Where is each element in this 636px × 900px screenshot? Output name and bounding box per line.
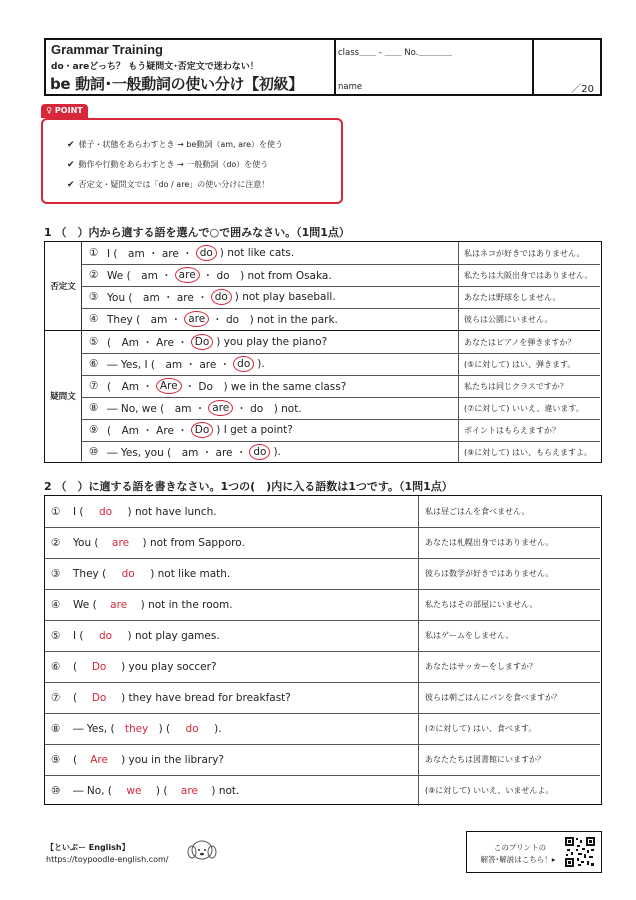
column-divider xyxy=(418,527,419,558)
question-prefix: ― Yes, I ( am ・ are ・ xyxy=(107,358,231,371)
question-prefix: I ( am ・ are ・ xyxy=(107,247,193,260)
question-text xyxy=(89,441,281,463)
question-suffix: ). xyxy=(257,358,265,370)
question-prefix: They ( am ・ xyxy=(107,313,182,326)
question-text xyxy=(51,558,230,589)
answer-fill[interactable]: do xyxy=(121,567,135,580)
translation: あなたはピアノを弾きますか？ xyxy=(464,337,576,347)
question-part: I ( xyxy=(73,505,84,518)
answer-fill[interactable]: do xyxy=(98,629,113,642)
section2-table xyxy=(44,495,602,805)
check-icon: ✔ xyxy=(67,160,75,170)
point-item xyxy=(67,179,269,190)
column-divider xyxy=(458,308,459,330)
question-suffix: ・ do ) not from Osaka. xyxy=(202,269,332,282)
question-row xyxy=(81,331,600,354)
answer-fill[interactable]: are xyxy=(180,784,198,797)
point-item-text: 動作や行動をあらわすとき → 一般動詞（do）を使う xyxy=(78,160,269,169)
circled-answer[interactable]: are xyxy=(184,311,209,327)
header-title-cell xyxy=(46,40,336,94)
question-number: ④ xyxy=(89,313,99,325)
header-main-title: be 動詞･一般動詞の使い分け【初級】 xyxy=(50,75,303,93)
question-prefix: You ( am ・ are ・ xyxy=(107,291,208,304)
question-number: ⑤ xyxy=(89,336,99,348)
circled-answer[interactable]: Do xyxy=(191,334,214,350)
translation: (⑦に対して) はい、食べます。 xyxy=(425,724,537,733)
question-row xyxy=(81,441,600,463)
translation: (⑨に対して) いいえ、いませんよ。 xyxy=(425,786,554,795)
question-number: ⑧ xyxy=(51,722,61,735)
translation: 私はゲームをしません。 xyxy=(425,631,514,640)
column-divider xyxy=(458,264,459,286)
question-suffix: ) I get a point? xyxy=(216,424,293,436)
question-text xyxy=(51,713,222,744)
question-number: ⑩ xyxy=(51,784,61,797)
answer-qr-box[interactable] xyxy=(466,831,602,873)
poodle-logo xyxy=(184,834,220,864)
answer-fill[interactable]: Are xyxy=(90,753,108,766)
question-text xyxy=(89,242,294,264)
question-part: ) ( xyxy=(158,722,171,735)
question-part: They ( xyxy=(73,567,107,580)
question-row xyxy=(45,775,600,806)
question-part: ) not in the room. xyxy=(140,598,233,611)
category-question: 疑問文 xyxy=(45,331,82,461)
question-part: ( xyxy=(73,691,78,704)
question-number: ① xyxy=(89,247,99,259)
point-item-text: 否定文・疑問文では「do / are」の使い分けに注意！ xyxy=(78,180,270,189)
question-part: ) you in the library? xyxy=(121,753,225,766)
question-part: You ( xyxy=(73,536,99,549)
question-number: ⑥ xyxy=(51,660,61,673)
question-prefix: ― Yes, you ( am ・ are ・ xyxy=(107,446,247,459)
column-divider xyxy=(418,620,419,651)
question-part: ) they have bread for breakfast? xyxy=(121,691,291,704)
answer-fill[interactable]: are xyxy=(112,536,130,549)
question-row xyxy=(81,242,600,265)
question-number: ⑩ xyxy=(89,446,99,458)
question-part: ) not play games. xyxy=(127,629,220,642)
question-text xyxy=(89,331,327,353)
answer-fill[interactable]: are xyxy=(110,598,128,611)
circled-answer[interactable]: are xyxy=(175,267,200,283)
point-item-text: 様子・状態をあらわすとき → be動詞（am, are）を使う xyxy=(78,140,284,149)
class-number-field[interactable]: class＿＿ - ＿＿ No.＿＿＿＿ xyxy=(338,48,453,58)
question-text xyxy=(51,496,217,527)
brand-url[interactable]: https://toypoodle-english.com/ xyxy=(46,855,169,864)
question-number: ⑤ xyxy=(51,629,61,642)
answer-fill[interactable]: they xyxy=(124,722,149,735)
question-part: ( xyxy=(73,753,78,766)
question-prefix: ― No, we ( am ・ xyxy=(107,402,206,415)
header-subtitle: do・areどっち？ もう疑問文･否定文で迷わない！ xyxy=(51,62,259,72)
question-part: ) not have lunch. xyxy=(127,505,217,518)
question-number: ③ xyxy=(89,291,99,303)
column-divider xyxy=(418,558,419,589)
question-row xyxy=(81,397,600,420)
circled-answer[interactable]: are xyxy=(208,400,233,416)
qr-code[interactable] xyxy=(564,836,596,868)
question-number: ④ xyxy=(51,598,61,611)
question-prefix: ( Am ・ Are ・ xyxy=(107,336,188,349)
translation: 私はネコが好きではありません。 xyxy=(464,248,585,258)
question-suffix: ・ do ) not. xyxy=(236,402,302,415)
column-divider xyxy=(418,496,419,527)
translation: 私たちは大阪出身ではありません。 xyxy=(464,270,593,280)
question-text xyxy=(51,682,291,713)
question-number: ⑦ xyxy=(51,691,61,704)
point-tag-label: POINT xyxy=(54,106,83,115)
question-part: ) not from Sapporo. xyxy=(142,536,245,549)
answer-fill[interactable]: Do xyxy=(91,691,107,704)
header-student-cell xyxy=(334,40,534,94)
question-row xyxy=(45,713,600,745)
column-divider xyxy=(458,419,459,441)
question-row xyxy=(81,308,600,331)
column-divider xyxy=(418,744,419,775)
worksheet-header xyxy=(44,38,602,96)
question-prefix: ( Am ・ Are ・ xyxy=(107,424,188,437)
category-negative: 否定文 xyxy=(45,242,82,331)
question-suffix: ・ do ) not in the park. xyxy=(212,313,338,326)
answer-fill[interactable]: Do xyxy=(91,660,107,673)
circled-answer[interactable]: do xyxy=(249,444,270,460)
translation: 彼らは朝ごはんにパンを食べますか？ xyxy=(425,693,561,702)
question-text xyxy=(51,589,233,620)
question-row xyxy=(45,620,600,652)
question-text xyxy=(51,620,220,651)
question-part: ) not. xyxy=(211,784,240,797)
question-part: ― Yes, ( xyxy=(73,722,115,735)
column-divider xyxy=(458,441,459,463)
question-number: ② xyxy=(51,536,61,549)
check-icon: ✔ xyxy=(67,180,75,190)
circled-answer[interactable]: do xyxy=(233,356,254,372)
question-number: ⑦ xyxy=(89,380,99,392)
point-item xyxy=(67,159,268,170)
question-row xyxy=(45,558,600,590)
point-box xyxy=(41,118,343,204)
column-divider xyxy=(458,286,459,308)
question-part: ). xyxy=(214,722,222,735)
question-number: ⑥ xyxy=(89,358,99,370)
question-prefix: We ( am ・ xyxy=(107,269,172,282)
translation: あなたたちは図書館にいますか？ xyxy=(425,755,545,764)
question-text xyxy=(89,308,338,330)
question-text xyxy=(51,744,224,775)
question-row xyxy=(45,744,600,776)
circled-answer[interactable]: Are xyxy=(156,378,182,394)
column-divider xyxy=(458,242,459,264)
question-number: ② xyxy=(89,269,99,281)
check-icon: ✔ xyxy=(67,140,75,150)
question-text xyxy=(51,651,217,682)
question-number: ⑨ xyxy=(51,753,61,766)
column-divider xyxy=(458,397,459,419)
question-suffix: ) you play the piano? xyxy=(216,336,328,348)
point-tag xyxy=(41,104,88,118)
question-number: ① xyxy=(51,505,61,518)
section1-title: 1 （ ）内から適する語を選んで○で囲みなさい。（1問1点） xyxy=(44,226,350,239)
column-divider xyxy=(418,589,419,620)
question-row xyxy=(45,496,600,528)
translation: あなたは札幌出身ではありません。 xyxy=(425,538,554,547)
question-suffix: ) not play baseball. xyxy=(234,291,336,303)
brand-name: 【といぷー English】 xyxy=(46,843,130,852)
column-divider xyxy=(418,682,419,713)
question-row xyxy=(45,682,600,714)
question-part: ) ( xyxy=(155,784,168,797)
section2-title: 2 （ ）に適する語を書きなさい。1つの( )内に入る語数は1つです。（1問1点） xyxy=(44,480,453,493)
answer-fill[interactable]: we xyxy=(126,784,142,797)
question-part: ( xyxy=(73,660,78,673)
header-score-cell xyxy=(532,40,600,94)
column-divider xyxy=(458,375,459,397)
question-suffix: ). xyxy=(273,446,281,458)
translation: (⑤に対して) はい、弾きます。 xyxy=(464,359,576,369)
lightbulb-icon: ♀ xyxy=(46,106,53,115)
column-divider xyxy=(418,713,419,744)
question-row xyxy=(81,419,600,442)
qr-caption-line2: 解答･解説はこちら！▸ xyxy=(480,855,556,864)
question-part: ― No, ( xyxy=(73,784,112,797)
question-text xyxy=(51,527,245,558)
qr-caption-line1: このプリントの xyxy=(493,843,547,852)
question-number: ⑧ xyxy=(89,402,99,414)
translation: 私たちは同じクラスですか？ xyxy=(464,381,568,391)
question-row xyxy=(45,589,600,621)
answer-fill[interactable]: do xyxy=(98,505,113,518)
question-row xyxy=(81,375,600,398)
circled-answer[interactable]: do xyxy=(196,245,217,261)
column-divider xyxy=(418,651,419,682)
question-part: ) you play soccer? xyxy=(121,660,217,673)
circled-answer[interactable]: do xyxy=(211,289,232,305)
question-text xyxy=(89,397,302,419)
translation: 彼らは公園にいません。 xyxy=(464,314,553,324)
question-part: We ( xyxy=(73,598,97,611)
column-divider xyxy=(458,353,459,375)
translation: (⑦に対して) いいえ、違います。 xyxy=(464,403,584,413)
question-row xyxy=(45,651,600,683)
question-part: I ( xyxy=(73,629,84,642)
question-part: ) not like math. xyxy=(150,567,231,580)
answer-fill[interactable]: do xyxy=(185,722,199,735)
column-divider xyxy=(458,331,459,353)
score-total: ／20 xyxy=(571,84,594,95)
translation: ポイントはもらえますか？ xyxy=(464,425,560,435)
question-text xyxy=(89,353,265,375)
circled-answer[interactable]: Do xyxy=(191,422,214,438)
question-number: ③ xyxy=(51,567,61,580)
translation: あなたはサッカーをしますか？ xyxy=(425,662,537,671)
question-number: ⑨ xyxy=(89,424,99,436)
translation: (⑨に対して) はい、もらえますよ。 xyxy=(464,447,592,457)
translation: 私は昼ごはんを食べません。 xyxy=(425,507,530,516)
question-prefix: ( Am ・ xyxy=(107,380,153,393)
question-text xyxy=(51,775,239,806)
question-row xyxy=(45,527,600,559)
question-text xyxy=(89,375,346,397)
question-row xyxy=(81,353,600,376)
translation: 私たちはその部屋にいません。 xyxy=(425,600,538,609)
name-field[interactable]: name xyxy=(338,82,363,92)
question-text xyxy=(89,286,336,308)
question-text xyxy=(89,264,332,286)
translation: あなたは野球をしません。 xyxy=(464,292,561,302)
column-divider xyxy=(418,775,419,806)
header-title: Grammar Training xyxy=(51,42,163,57)
point-item xyxy=(67,139,283,150)
question-suffix: ・ Do ) we in the same class? xyxy=(184,380,347,393)
question-row xyxy=(81,286,600,309)
translation: 彼らは数学が好きではありません。 xyxy=(425,569,554,578)
question-row xyxy=(81,264,600,287)
question-text xyxy=(89,419,293,441)
section1-table xyxy=(44,241,602,463)
question-suffix: ) not like cats. xyxy=(219,247,295,259)
